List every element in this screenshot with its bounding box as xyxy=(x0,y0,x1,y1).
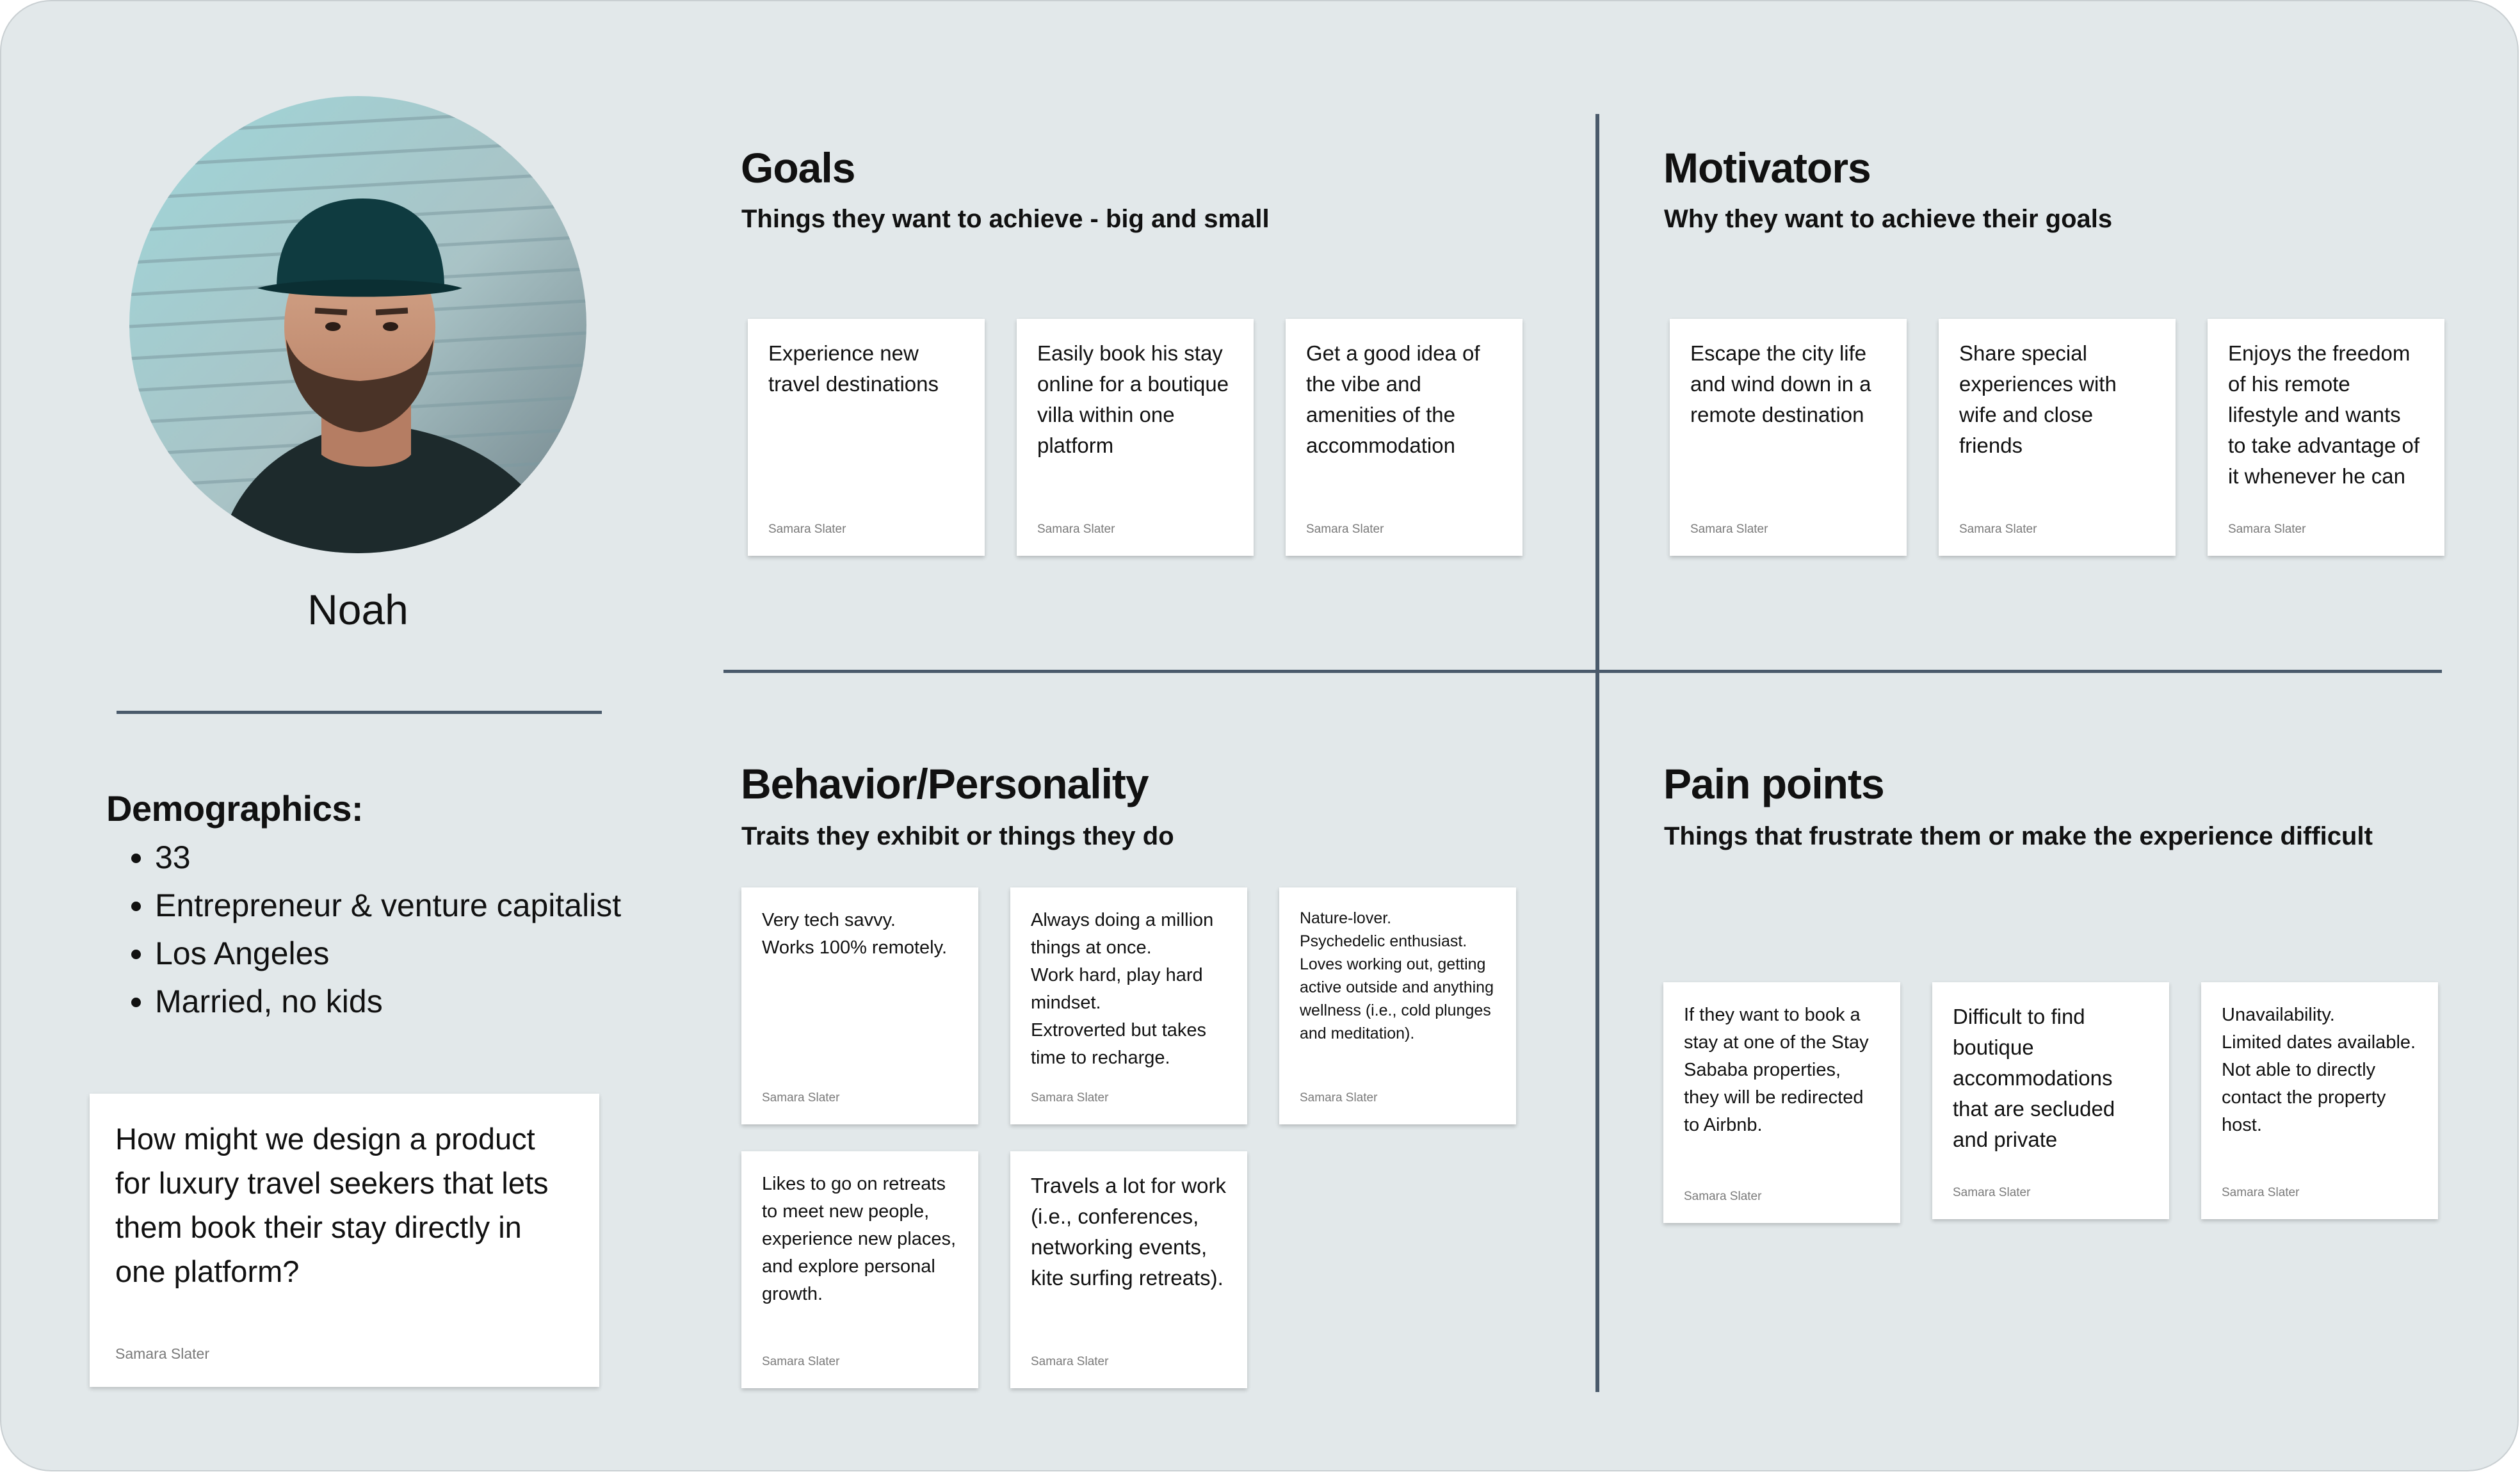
card-author: Samara Slater xyxy=(1037,522,1115,536)
how-might-we-card[interactable] xyxy=(90,1094,599,1387)
card-author: Samara Slater xyxy=(1953,1186,2031,1199)
persona-photo xyxy=(129,96,586,553)
card-author: Samara Slater xyxy=(768,522,846,536)
demographics-title: Demographics: xyxy=(106,788,364,829)
card-author: Samara Slater xyxy=(115,1345,210,1362)
behavior-card[interactable] xyxy=(1010,1151,1247,1388)
goals-title: Goals xyxy=(741,144,855,191)
motivators-subtitle: Why they want to achieve their goals xyxy=(1664,205,2113,233)
pain-points-card[interactable] xyxy=(2201,982,2438,1219)
goals-subtitle: Things they want to achieve - big and small xyxy=(741,205,1270,233)
card-text: Likes to go on retreats to meet new people, experience new places, and explore personal growth. xyxy=(762,1174,957,1304)
card-text: Always doing a million things at once. Work hard, play hard mindset. Extroverted but takes time to recharge. xyxy=(1031,910,1214,1068)
motivators-card[interactable] xyxy=(2208,319,2444,556)
card-text: Travels a lot for work (i.e., conferences, networking events, kite surfing retreats). xyxy=(1031,1174,1227,1290)
demographics-item: • 33 xyxy=(155,834,621,882)
card-text: If they want to book a stay at one of the Stay Sababa properties, they will be redirected to Airbnb. xyxy=(1684,1005,1869,1135)
behavior-card[interactable] xyxy=(1010,887,1247,1124)
quadrant-divider-horizontal xyxy=(723,670,2442,673)
card-text: Share special experiences with wife and close friends xyxy=(1959,341,2117,457)
pain-points-subtitle: Things that frustrate them or make the experience difficult xyxy=(1664,822,2373,850)
card-text: Nature-lover. Psychedelic enthusiast. Loves working out, getting active outside and anything wellness (i.e., cold plunges and meditation). xyxy=(1300,909,1494,1042)
card-text: Unavailability. Limited dates available. Not able to directly contact the property host. xyxy=(2222,1005,2416,1135)
card-author: Samara Slater xyxy=(2222,1186,2300,1199)
persona-avatar xyxy=(129,96,586,553)
behavior-card[interactable] xyxy=(1279,887,1516,1124)
card-author: Samara Slater xyxy=(1300,1091,1378,1105)
demographics-item: • Married, no kids xyxy=(155,978,621,1026)
motivators-card[interactable] xyxy=(1670,319,1907,556)
card-author: Samara Slater xyxy=(1306,522,1384,536)
card-text: Difficult to find boutique accommodations that are secluded and private xyxy=(1953,1005,2115,1151)
card-text: Experience new travel destinations xyxy=(768,341,939,396)
card-text: Enjoys the freedom of his remote lifestyle and wants to take advantage of it whenever he can xyxy=(2228,341,2420,488)
left-divider xyxy=(117,711,602,714)
card-author: Samara Slater xyxy=(762,1091,840,1105)
goals-card[interactable] xyxy=(1017,319,1254,556)
goals-card[interactable] xyxy=(748,319,985,556)
pain-points-card[interactable] xyxy=(1663,982,1900,1223)
demographics-item: • Los Angeles xyxy=(155,930,621,978)
card-author: Samara Slater xyxy=(2228,522,2306,536)
card-author: Samara Slater xyxy=(1959,522,2037,536)
demographics-list xyxy=(106,834,621,1026)
how-might-we-text: How might we design a product for luxury travel seekers that lets them book their stay directly in one platform? xyxy=(115,1122,549,1288)
card-text: Very tech savvy. Works 100% remotely. xyxy=(762,910,948,958)
card-author: Samara Slater xyxy=(1031,1091,1109,1105)
card-text: Get a good idea of the vibe and amenities of the accommodation xyxy=(1306,341,1480,457)
pain-points-card[interactable] xyxy=(1932,982,2169,1219)
motivators-title: Motivators xyxy=(1663,144,1871,191)
card-author: Samara Slater xyxy=(762,1355,840,1368)
behavior-card[interactable] xyxy=(741,1151,978,1388)
persona-name: Noah xyxy=(307,586,408,633)
card-author: Samara Slater xyxy=(1684,1190,1762,1203)
card-author: Samara Slater xyxy=(1031,1355,1109,1368)
pain-points-title: Pain points xyxy=(1663,760,1884,807)
behavior-title: Behavior/Personality xyxy=(741,760,1149,807)
behavior-card[interactable] xyxy=(741,887,978,1124)
goals-card[interactable] xyxy=(1286,319,1522,556)
demographics-item: • Entrepreneur & venture capitalist xyxy=(155,882,621,930)
motivators-card[interactable] xyxy=(1939,319,2176,556)
card-text: Easily book his stay online for a boutique villa within one platform xyxy=(1037,341,1229,457)
quadrant-divider-vertical xyxy=(1595,114,1599,1392)
behavior-subtitle: Traits they exhibit or things they do xyxy=(741,822,1174,850)
card-text: Escape the city life and wind down in a remote destination xyxy=(1690,341,1871,426)
card-author: Samara Slater xyxy=(1690,522,1768,536)
